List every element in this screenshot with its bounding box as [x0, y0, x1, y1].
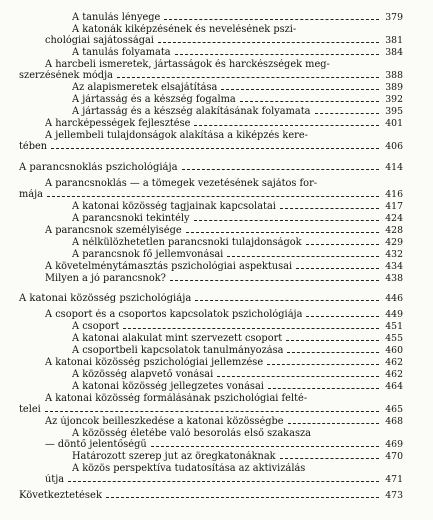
toc-entry-title: A nélkülözhetetlen parancsnoki tulajdonságok: [72, 237, 302, 248]
toc-page-number: 401: [385, 118, 403, 129]
toc-entry-line: [45, 357, 403, 368]
toc-entry-title: A katonai közösség pszichológiája: [19, 293, 192, 304]
toc-entry-title: Az alapismeretek elsajátítása: [72, 82, 218, 93]
toc-leader-dashes: [47, 196, 379, 197]
toc-leader-dashes: [186, 232, 379, 233]
toc-entry-line: [72, 428, 403, 439]
toc-entry: [45, 273, 403, 284]
toc-entry-line: [72, 451, 403, 462]
toc-entry: [72, 12, 403, 23]
toc-entry: [72, 369, 403, 380]
toc-entry-title: A követelménytámasztás pszichológiai aspektusai: [45, 261, 293, 272]
toc-leader-dashes: [51, 148, 379, 149]
toc-entry: [72, 451, 403, 462]
toc-entry-title: Az újoncok beilleszkedése a katonai közösségbe: [45, 416, 284, 427]
toc-entry-line: [72, 47, 403, 58]
toc-entry-title: A parancsnok fő jellemvonásai: [72, 249, 224, 260]
toc-entry-line: [72, 249, 403, 260]
toc-entry: [45, 261, 403, 272]
toc-entry-line: [45, 261, 403, 272]
toc-page-number: 395: [385, 106, 403, 117]
toc-entry-line: [45, 416, 403, 427]
toc-page-number: 465: [385, 404, 403, 416]
toc-entry-line: [72, 106, 403, 117]
toc-entry-title: A parancsnok személyisége: [45, 225, 182, 236]
toc-page-number: 406: [385, 141, 403, 153]
toc-entry-line: [72, 12, 403, 23]
toc-entry: [72, 82, 403, 93]
toc-page-number: 389: [385, 82, 403, 93]
toc-entry-line: [19, 162, 403, 173]
toc-leader-dashes: [182, 169, 379, 170]
toc-entry-line: [45, 178, 403, 189]
toc-entry-line: [72, 94, 403, 105]
toc-entry: [72, 381, 403, 392]
toc-entry-title: A tanulás lényege: [72, 12, 161, 23]
toc-entry-line: [19, 490, 403, 501]
toc-entry: [19, 178, 403, 201]
toc-leader-dashes: [175, 54, 379, 55]
toc-entry-title: A katonák kiképzésének és nevelésének pszi-: [72, 24, 297, 35]
toc-entry-line: [45, 273, 403, 284]
toc-entry: [45, 24, 403, 47]
toc-entry-title: A csoport: [72, 321, 120, 332]
toc-page-number: 462: [385, 369, 403, 380]
toc-entry-line: [19, 404, 403, 415]
toc-entry-title: A csoportbeli kapcsolatok tanulmányozása: [72, 345, 284, 356]
toc-entry-title: A közös perspektíva tudatosítása az aktivizálás: [72, 463, 306, 474]
toc-entry: [72, 201, 403, 212]
toc-entry-title: A jártasság és a készség fogalma: [72, 94, 236, 105]
toc-leader-dashes: [286, 340, 379, 341]
toc-entry-title: A parancsnoklás pszichológiája: [19, 162, 178, 173]
toc-page-number: 434: [385, 261, 403, 272]
toc-entry-line: [19, 293, 403, 304]
toc-entry: [45, 463, 403, 486]
toc-entry-line: [72, 463, 403, 474]
toc-leader-dashes: [296, 268, 379, 269]
toc-entry: [45, 357, 403, 368]
toc-entry-line: [72, 82, 403, 93]
toc-entry: [72, 333, 403, 344]
toc-leader-dashes: [288, 423, 379, 424]
toc-entry-title: — döntő jelentőségű: [45, 439, 147, 451]
toc-entry-line: [72, 345, 403, 356]
toc-entry-line: [72, 369, 403, 380]
toc-page-number: 455: [385, 333, 403, 344]
toc-page-number: 416: [385, 189, 403, 201]
toc-page-number: 414: [385, 162, 403, 173]
toc-page-number: 449: [385, 309, 403, 320]
toc-entry: [72, 106, 403, 117]
toc-leader-dashes: [106, 497, 379, 498]
toc-entry-line: [45, 118, 403, 129]
toc-page-number: 381: [385, 35, 403, 47]
toc-entry-line: [19, 189, 403, 200]
toc-entry-line: [45, 393, 403, 404]
toc-page-number: 432: [385, 249, 403, 260]
toc-section-heading: [19, 490, 403, 501]
toc-entry-line: [19, 70, 403, 81]
toc-page-number: 462: [385, 357, 403, 368]
toc-entry-title: chológiai sajátosságai: [45, 35, 154, 47]
toc-entry-title: A katonai alakulat mint szervezett csoport: [72, 333, 283, 344]
toc-entry-title: A harcképességek fejlesztése: [45, 118, 191, 129]
toc-entry-title: tében: [19, 141, 48, 153]
toc-leader-dashes: [240, 101, 379, 102]
toc-page-number: 473: [385, 490, 403, 501]
toc-entry-line: [45, 35, 403, 46]
toc-entry: [72, 94, 403, 105]
toc-page-number: 446: [385, 293, 403, 304]
toc-page-number: 424: [385, 213, 403, 224]
toc-entry-title: Határozott szerep jut az öregkatonáknak: [72, 451, 276, 462]
toc-entry: [72, 345, 403, 356]
toc-page-number: 388: [385, 70, 403, 82]
toc-leader-dashes: [195, 300, 379, 301]
toc-entry-title: Milyen a jó parancsnok?: [45, 273, 166, 284]
toc-entry-title: A katonai közösség formálásának pszichológiai felté-: [45, 393, 308, 404]
toc-page-number: 464: [385, 381, 403, 392]
toc-leader-dashes: [287, 352, 379, 353]
toc-entry: [19, 130, 403, 153]
toc-entry: [45, 309, 403, 320]
toc-entry-title: telei: [19, 404, 41, 416]
toc-page-number: 384: [385, 47, 403, 58]
toc-entry: [72, 237, 403, 248]
toc-entry: [72, 249, 403, 260]
toc-leader-dashes: [227, 256, 379, 257]
toc-entry-title: útja: [45, 474, 65, 486]
toc-entry-line: [45, 439, 403, 450]
toc-page-number: 471: [385, 474, 403, 486]
toc-page-number: 379: [385, 12, 403, 23]
toc-entry-title: szerzésének módja: [19, 70, 113, 82]
toc-entry: [72, 47, 403, 58]
toc-page-number: 392: [385, 94, 403, 105]
toc-entry-line: [72, 333, 403, 344]
toc-page-number: 451: [385, 321, 403, 332]
toc-entry: [72, 321, 403, 332]
toc-entry: [45, 118, 403, 129]
toc-section-heading: [19, 293, 403, 304]
toc-leader-dashes: [194, 220, 379, 221]
toc-section-heading: [19, 162, 403, 173]
toc-leader-dashes: [151, 446, 379, 447]
toc-leader-dashes: [306, 244, 379, 245]
toc-page-number: 469: [385, 439, 403, 451]
toc-entry: [19, 59, 403, 82]
toc-entry-title: A csoport és a csoportos kapcsolatok pszichológiája: [45, 309, 303, 320]
toc-entry-title: A közösség életébe való besorolás első szakasza: [72, 428, 311, 439]
toc-entry-line: [72, 24, 403, 35]
toc-entry-title: A harcbeli ismeretek, jártasságok és harckészségek meg-: [45, 59, 330, 70]
toc-leader-dashes: [280, 458, 379, 459]
toc-leader-dashes: [194, 125, 379, 126]
toc-leader-dashes: [221, 89, 379, 90]
toc-entry-line: [72, 321, 403, 332]
toc-entry-title: A parancsnoklás — a tömegek vezetésének sajátos for-: [45, 178, 318, 189]
toc-page-number: 438: [385, 273, 403, 284]
toc-page-number: 429: [385, 237, 403, 248]
toc-leader-dashes: [170, 280, 379, 281]
toc-entry: [72, 213, 403, 224]
toc-entry-line: [45, 309, 403, 320]
toc-leader-dashes: [268, 388, 379, 389]
toc-entry-title: A katonai közösség tagjainak kapcsolatai: [72, 201, 276, 212]
toc-entry-title: mája: [19, 189, 44, 201]
toc-entry-line: [72, 237, 403, 248]
toc-leader-dashes: [306, 316, 379, 317]
toc-leader-dashes: [280, 208, 379, 209]
toc-page-number: 428: [385, 225, 403, 236]
toc-leader-dashes: [267, 364, 379, 365]
toc-entry-title: A jellembeli tulajdonságok alakítása a kiképzés kere-: [45, 130, 308, 141]
toc-leader-dashes: [315, 113, 379, 114]
toc-page-number: 468: [385, 416, 403, 427]
toc-entry-line: [45, 225, 403, 236]
toc-leader-dashes: [164, 19, 379, 20]
toc-entry-line: [72, 213, 403, 224]
toc-leader-dashes: [45, 411, 379, 412]
toc-entry-title: A tanulás folyamata: [72, 47, 171, 58]
toc-entry: [45, 428, 403, 451]
toc-entry-title: A katonai közösség pszichológiai jellemzése: [45, 357, 264, 368]
toc-page-number: 417: [385, 201, 403, 212]
toc-entry: [45, 416, 403, 427]
toc-entry-title: A parancsnoki tekintély: [72, 213, 190, 224]
toc-leader-dashes: [123, 328, 379, 329]
toc-entry-line: [45, 474, 403, 485]
toc-leader-dashes: [217, 376, 379, 377]
toc-entry-line: [45, 130, 403, 141]
toc-leader-dashes: [68, 481, 379, 482]
toc-entry-line: [72, 381, 403, 392]
toc-entry-line: [72, 201, 403, 212]
toc-page-number: 460: [385, 345, 403, 356]
toc-leader-dashes: [158, 42, 379, 43]
toc-entry-title: A katonai közösség jellegzetes vonásai: [72, 381, 264, 392]
toc-entry-line: [19, 141, 403, 152]
toc-page-number: 470: [385, 451, 403, 462]
toc-entry-title: Következtetések: [19, 490, 103, 501]
toc-entry-title: A közösség alapvető vonásai: [72, 369, 214, 380]
toc-leader-dashes: [117, 77, 379, 78]
toc-entry: [45, 225, 403, 236]
toc-entry-title: A jártasság és a készség alakításának folyamata: [72, 106, 311, 117]
toc-entry-line: [45, 59, 403, 70]
toc-entry: [19, 393, 403, 416]
